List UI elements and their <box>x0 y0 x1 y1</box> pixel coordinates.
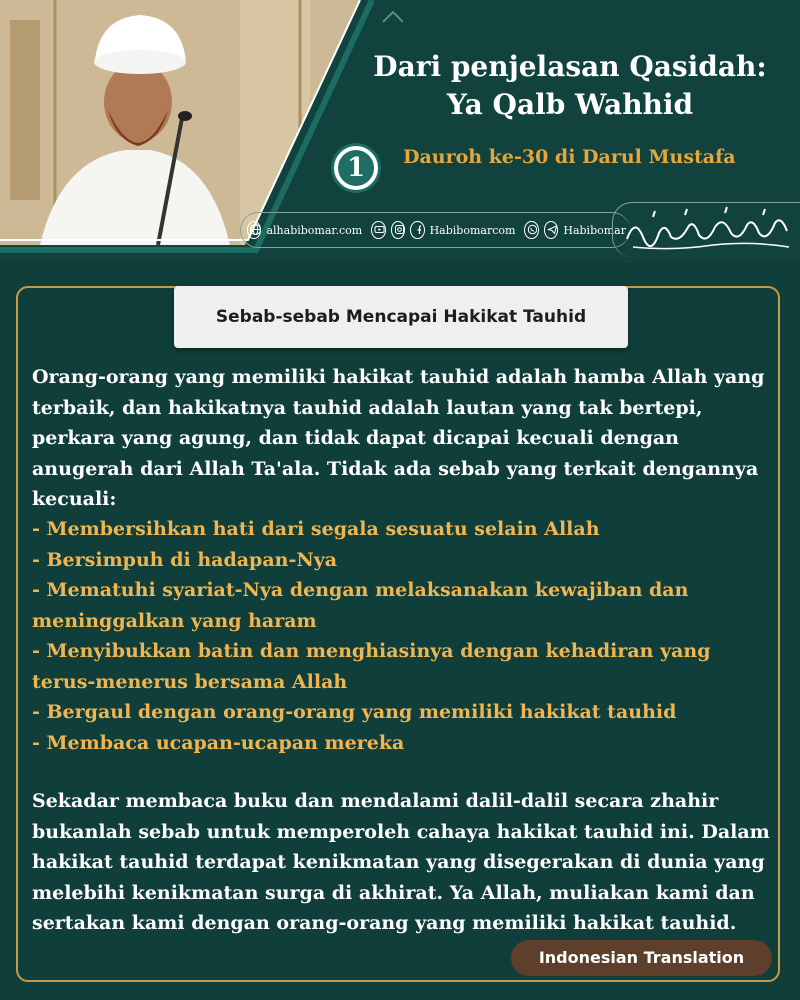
list-item: - Membaca ucapan-ucapan mereka <box>32 731 405 754</box>
telegram-icon[interactable] <box>544 221 558 239</box>
episode-number: 1 <box>338 150 374 186</box>
title-line-2: Ya Qalb Wahhid <box>446 88 694 121</box>
intro-paragraph: Orang-orang yang memiliki hakikat tauhid adalah hamba Allah yang terbaik, dan hakikatnya tauhid adalah lautan yang tak bertepi, perkara yang agung, dan tidak dapat dicapai kecuali dengan anugerah dari Allah Ta'ala. Tidak ada sebab yang terkait dengannya kecuali: <box>32 366 765 510</box>
chevron-up-icon <box>381 10 405 24</box>
title-line-1: Dari penjelasan Qasidah: <box>373 50 767 83</box>
reasons-list <box>32 514 772 758</box>
social-links-bar <box>240 212 630 248</box>
social-handle-2[interactable]: Habibomar <box>563 223 626 237</box>
subtitle: Dauroh ke-30 di Darul Mustafa <box>403 146 736 168</box>
list-item: - Menyibukkan batin dan menghiasinya dengan kehadiran yang terus-menerus bersama Allah <box>32 640 711 693</box>
facebook-icon[interactable] <box>410 221 424 239</box>
list-item: - Mematuhi syariat-Nya dengan melaksanakan kewajiban dan meninggalkan yang haram <box>32 579 689 632</box>
section-heading: Sebab-sebab Mencapai Hakikat Tauhid <box>174 286 628 348</box>
instagram-icon[interactable] <box>391 221 405 239</box>
calligraphy-signature-icon <box>612 202 800 257</box>
list-item: - Membersihkan hati dari segala sesuatu selain Allah <box>32 518 600 540</box>
social-handle-1[interactable]: Habibomarcom <box>429 223 516 237</box>
translation-badge: Indonesian Translation <box>511 940 772 976</box>
closing-paragraph: Sekadar membaca buku dan mendalami dalil-dalil secara zhahir bukanlah sebab untuk memperoleh cahaya hakikat tauhid ini. Dalam hakikat tauhid terdapat kenikmatan yang disegerakan di dunia yang melebihi kenikmatan surga di akhirat. Ya Allah, muliakan kami dan sertakan kami dengan orang-orang yang memiliki hakikat tauhid. <box>32 790 770 934</box>
list-item: - Bersimpuh di hadapan-Nya <box>32 548 338 571</box>
youtube-icon[interactable] <box>371 221 385 239</box>
globe-icon[interactable] <box>247 221 261 239</box>
list-item: - Bergaul dengan orang-orang yang memiliki hakikat tauhid <box>32 701 677 723</box>
episode-number-badge <box>331 143 381 193</box>
whatsapp-icon[interactable] <box>524 221 538 239</box>
page-title <box>340 48 800 124</box>
website-link[interactable]: alhabibomar.com <box>266 223 363 237</box>
